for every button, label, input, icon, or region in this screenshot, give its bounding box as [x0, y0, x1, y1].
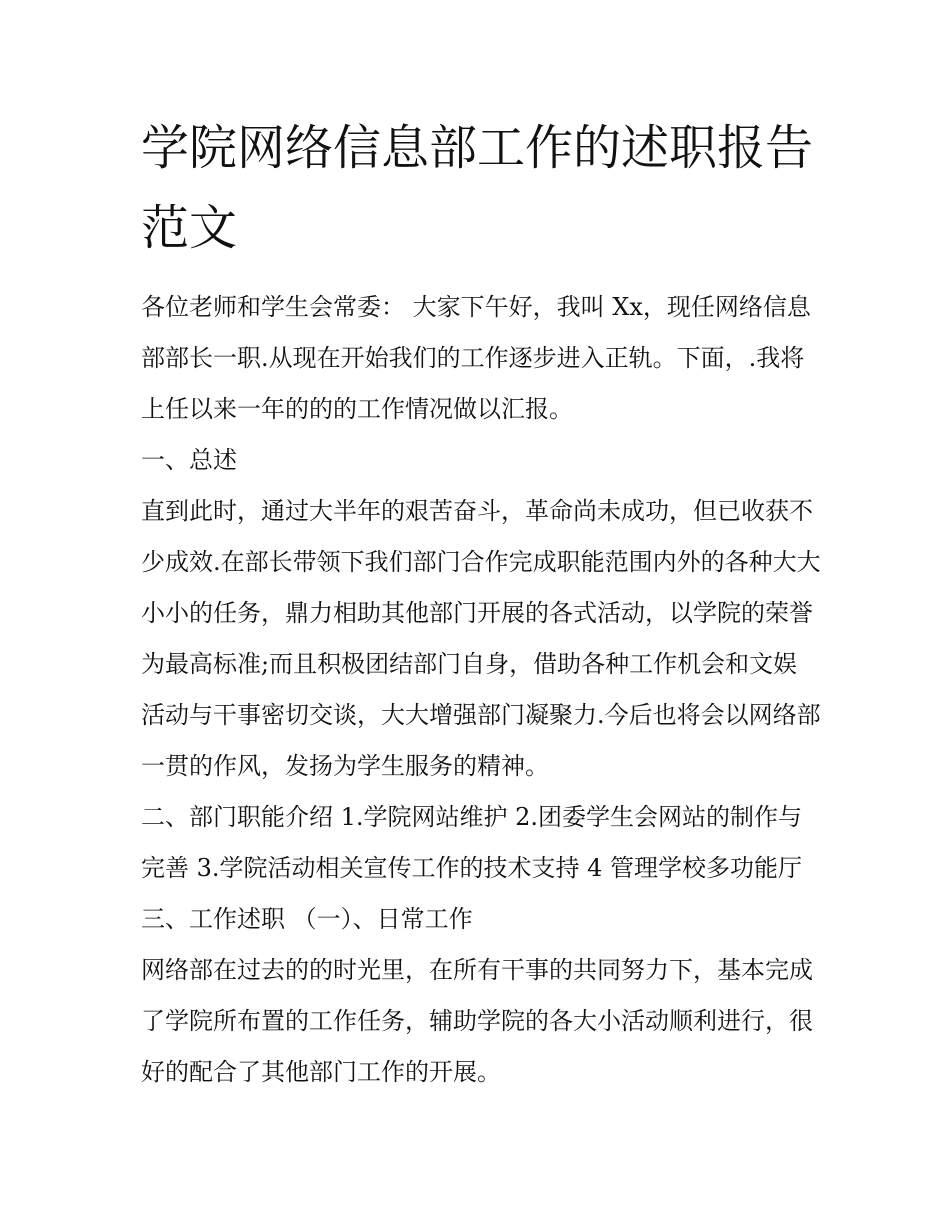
paragraph-greeting: 各位老师和学生会常委： 大家下午好，我叫 Xx，现任网络信息部部长一职.从现在开始我们的工作逐步进入正轨。下面，.我将上任以来一年的的的工作情况做以汇报。: [141, 293, 811, 423]
paragraph-daily-work: 网络部在过去的的时光里，在所有干事的共同努力下，基本完成了学院所布置的工作任务，辅助学院的各大小活动顺利进行，很好的配合了其他部门工作的开展。: [141, 956, 813, 1086]
document-page: [141, 108, 821, 1098]
heading-work-report: 三、工作述职 （一）、日常工作: [141, 905, 473, 933]
paragraph-overview: 直到此时，通过大半年的艰苦奋斗，革命尚未成功，但已收获不少成效.在部长带领下我们部门合作完成职能范围内外的各种大大小小的任务，鼎力相助其他部门开展的各式活动，以学院的荣誉为最高标准;而且积极团结部门自身，借助各种工作机会和文娱活动与干事密切交谈，大大增强部门凝聚力.今后也将会以网络部一贯的作风，发扬为学生服务的精神。: [141, 497, 821, 780]
document-title: 学院网络信息部工作的述职报告范文: [141, 120, 814, 256]
heading-overview: 一、总述: [141, 446, 237, 474]
paragraph-department-functions: 二、部门职能介绍 1.学院网站维护 2.团委学生会网站的制作与完善 3.学院活动相关宣传工作的技术支持 4 管理学校多功能厅: [141, 803, 803, 882]
